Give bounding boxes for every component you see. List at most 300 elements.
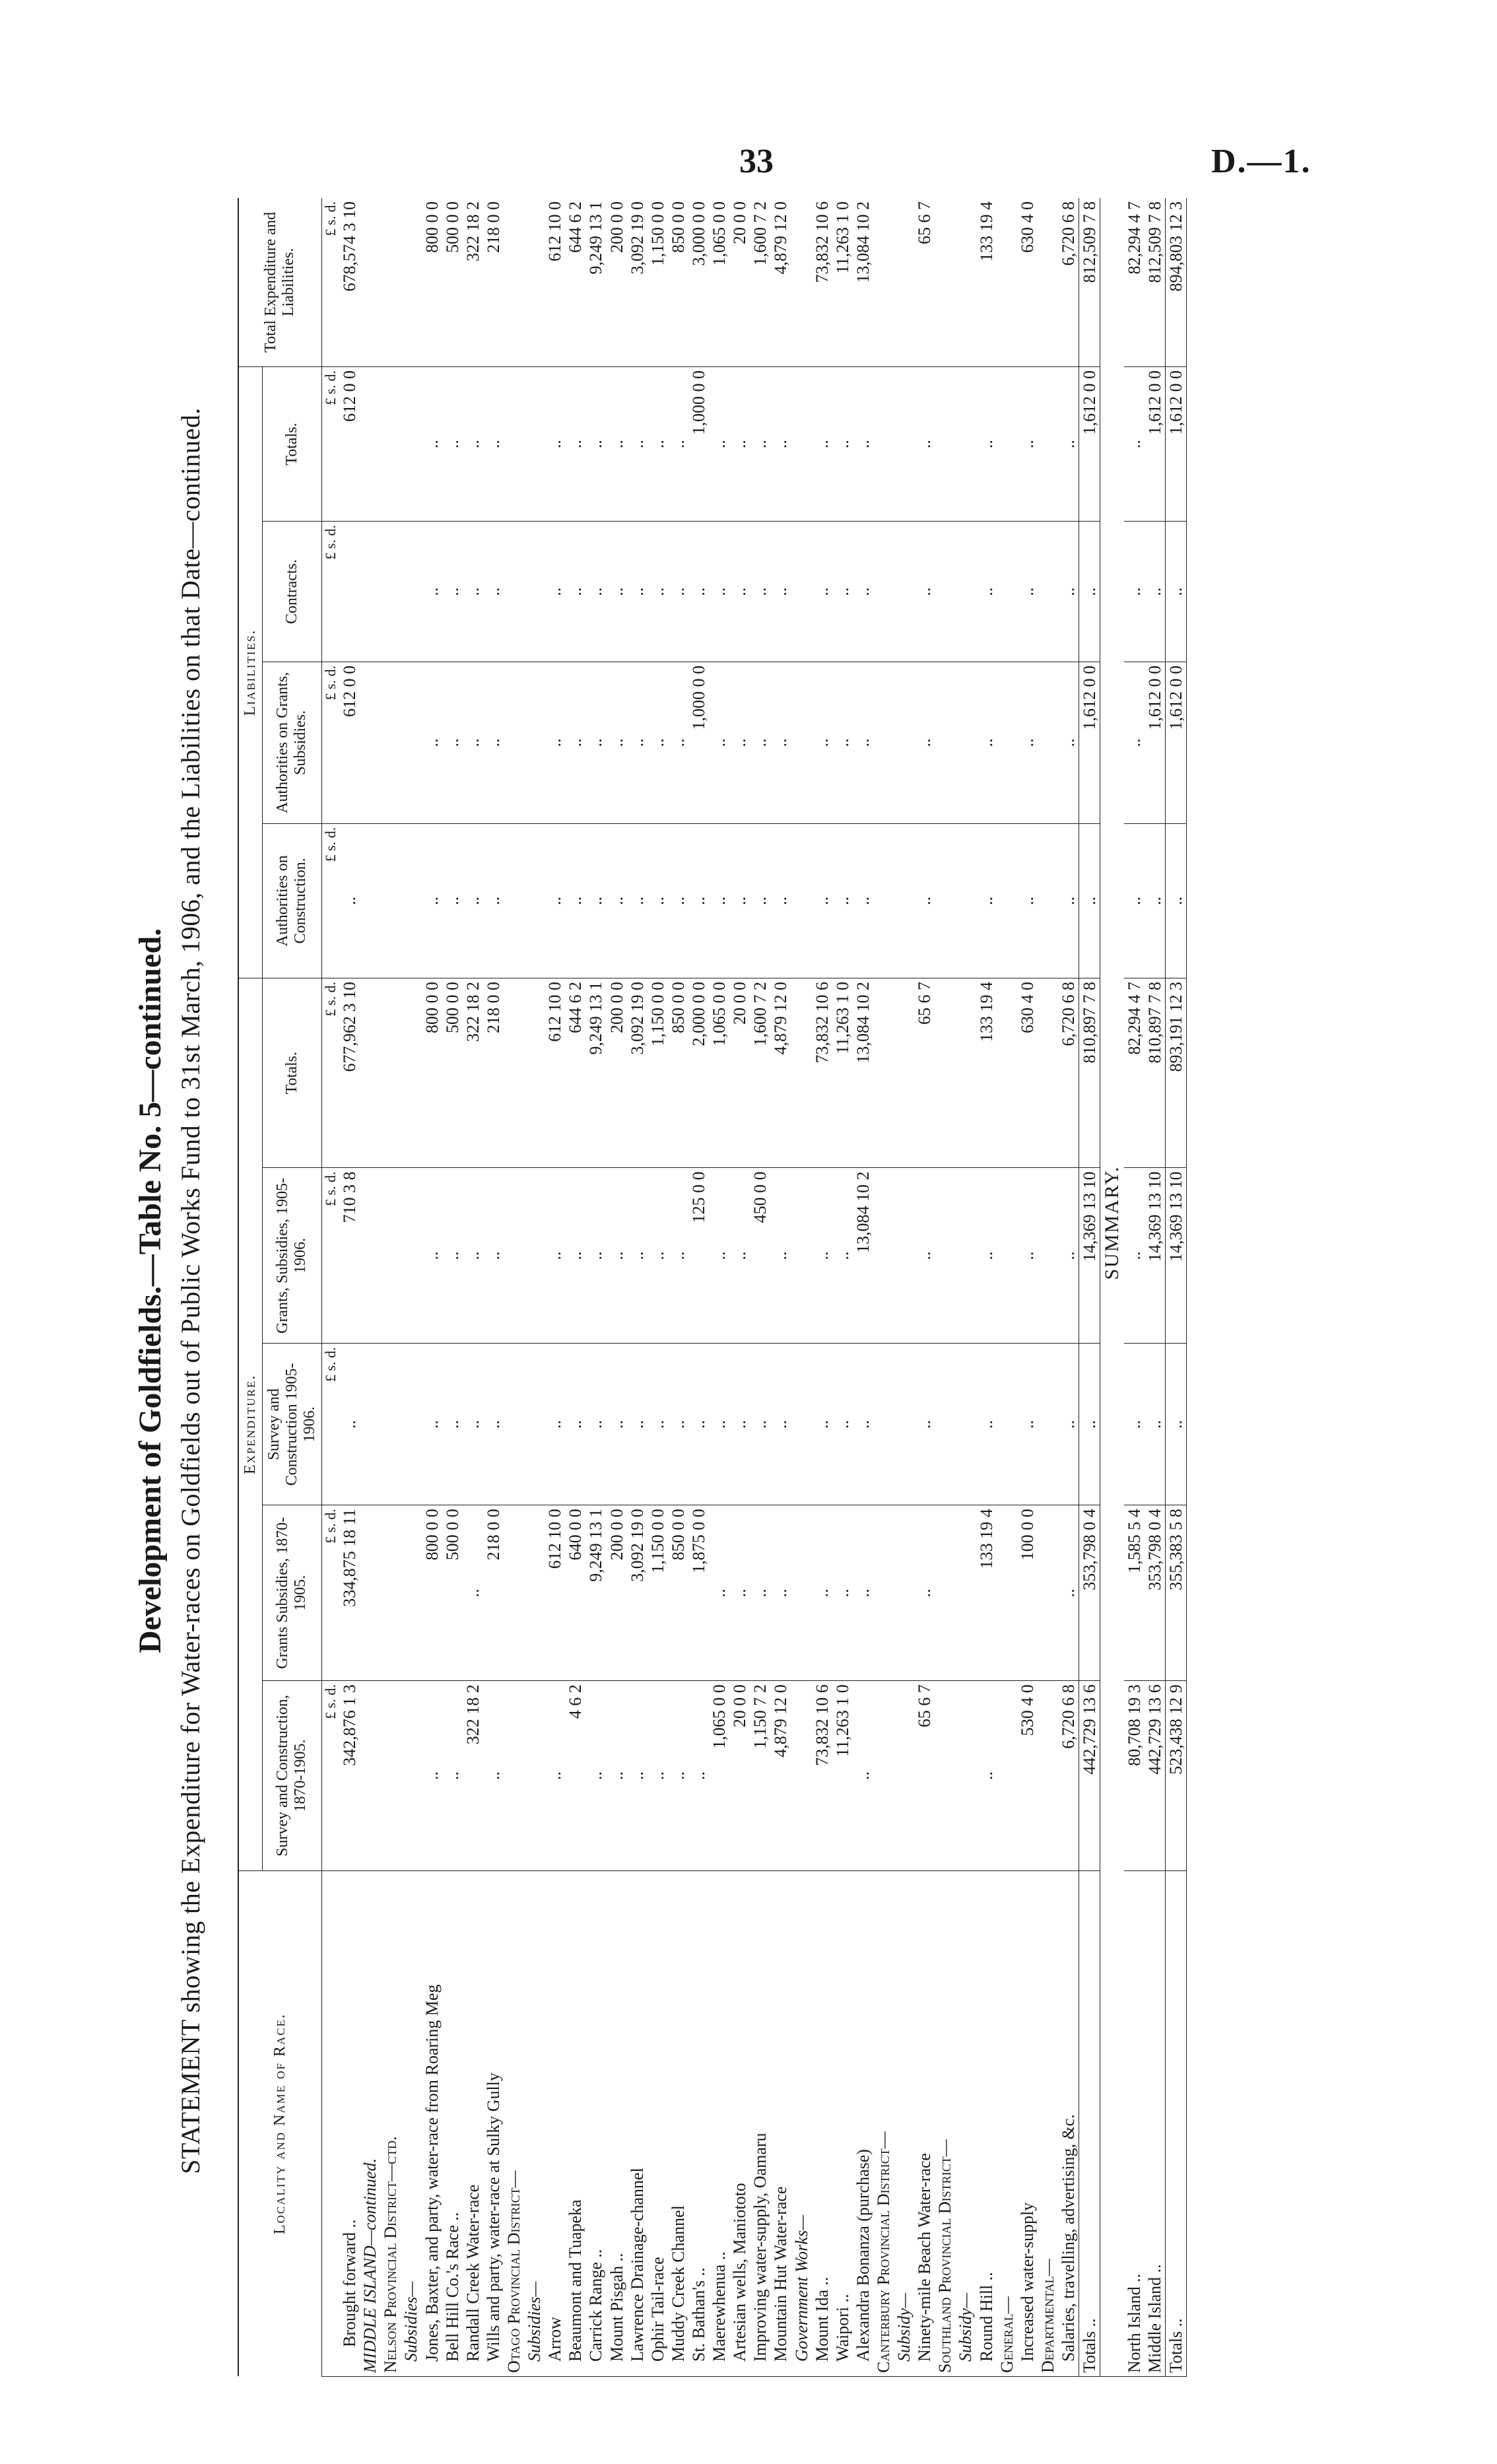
row-amount-cell: .. <box>483 522 504 662</box>
row-amount-cell: .. <box>853 1344 873 1505</box>
row-amount-cell <box>955 1681 976 1870</box>
row-amount-cell: .. <box>627 367 648 522</box>
table-row <box>668 198 688 2377</box>
row-amount-cell: .. <box>668 522 688 662</box>
row-amount-cell <box>955 1344 976 1505</box>
row-amount-cell: .. <box>914 522 935 662</box>
expenditure-totals-header: Totals. <box>262 978 321 1167</box>
row-amount-cell: .. <box>545 1168 565 1344</box>
row-amount-cell: 1,150 0 0 <box>648 978 668 1167</box>
row-amount-cell: 1,612 0 0 <box>1165 367 1186 522</box>
row-amount-cell: .. <box>1058 823 1079 978</box>
row-amount-cell: .. <box>853 1681 873 1870</box>
row-amount-cell <box>401 1344 421 1505</box>
row-amount-cell: 73,832 10 6 <box>812 198 832 367</box>
row-amount-cell: 810,897 7 8 <box>1079 978 1100 1167</box>
row-amount-cell <box>360 978 380 1167</box>
table-row <box>339 198 360 2377</box>
row-amount-cell <box>1038 1505 1058 1681</box>
row-amount-cell <box>1038 1681 1058 1870</box>
table-row <box>422 198 442 2377</box>
row-amount-cell: 3,000 0 0 <box>688 198 709 367</box>
row-amount-cell: .. <box>463 367 483 522</box>
row-amount-cell: .. <box>1017 662 1038 824</box>
row-amount-cell <box>504 522 524 662</box>
row-amount-cell <box>504 367 524 522</box>
row-amount-cell: .. <box>483 823 504 978</box>
row-amount-cell <box>955 662 976 824</box>
table-row <box>380 198 401 2377</box>
row-amount-cell: 133 19 4 <box>976 1505 997 1681</box>
row-amount-cell: 6,720 6 8 <box>1058 198 1079 367</box>
row-locality: Bell Hill Co.'s Race .. <box>442 1870 463 2376</box>
row-amount-cell <box>873 662 894 824</box>
row-amount-cell: .. <box>812 1168 832 1344</box>
row-amount-cell: 523,438 12 9 <box>1165 1681 1186 1870</box>
row-amount-cell <box>955 978 976 1167</box>
row-amount-cell: 1,150 7 2 <box>750 1681 770 1870</box>
row-amount-cell: .. <box>1124 522 1145 662</box>
row-amount-cell <box>873 1168 894 1344</box>
row-amount-cell: .. <box>668 823 688 978</box>
row-amount-cell: .. <box>627 662 648 824</box>
row-locality: Mountain Hut Water-race <box>770 1870 791 2376</box>
row-locality: Mount Ida .. <box>812 1870 832 2376</box>
row-locality: Muddy Creek Channel <box>668 1870 688 2376</box>
row-amount-cell: 125 0 0 <box>688 1168 709 1344</box>
row-amount-cell: .. <box>627 522 648 662</box>
row-amount-cell <box>873 823 894 978</box>
row-amount-cell: 4,879 12 0 <box>770 198 791 367</box>
row-amount-cell <box>504 1344 524 1505</box>
row-amount-cell: .. <box>1058 1344 1079 1505</box>
row-amount-cell: 11,263 1 0 <box>832 198 853 367</box>
row-amount-cell: .. <box>729 823 750 978</box>
row-amount-cell: .. <box>770 522 791 662</box>
row-amount-cell: 1,612 0 0 <box>1165 662 1186 824</box>
row-amount-cell: .. <box>607 522 627 662</box>
row-amount-cell: .. <box>422 662 442 824</box>
row-amount-cell: .. <box>648 1681 668 1870</box>
row-amount-cell <box>1038 662 1058 824</box>
row-amount-cell <box>791 978 812 1167</box>
row-amount-cell: 20 0 0 <box>729 1681 750 1870</box>
row-amount-cell <box>524 662 545 824</box>
row-amount-cell: 442,729 13 6 <box>1145 1681 1166 1870</box>
row-amount-cell <box>1038 823 1058 978</box>
row-amount-cell: .. <box>607 1344 627 1505</box>
units-cell: £ s. d. <box>321 1344 339 1505</box>
row-amount-cell <box>401 1168 421 1344</box>
row-amount-cell: .. <box>627 823 648 978</box>
row-amount-cell: 9,249 13 1 <box>585 978 606 1167</box>
row-amount-cell <box>380 823 401 978</box>
row-amount-cell: .. <box>627 1344 648 1505</box>
row-amount-cell <box>997 662 1017 824</box>
row-amount-cell: .. <box>422 1681 442 1870</box>
row-amount-cell: .. <box>976 662 997 824</box>
row-amount-cell: .. <box>442 522 463 662</box>
row-amount-cell: 73,832 10 6 <box>812 978 832 1167</box>
row-amount-cell <box>873 198 894 367</box>
row-amount-cell: .. <box>1058 662 1079 824</box>
row-amount-cell: 133 19 4 <box>976 198 997 367</box>
row-amount-cell: .. <box>832 1344 853 1505</box>
row-amount-cell <box>873 978 894 1167</box>
table-row <box>832 198 853 2377</box>
row-amount-cell <box>1038 367 1058 522</box>
row-amount-cell: .. <box>750 662 770 824</box>
row-amount-cell: .. <box>1058 1168 1079 1344</box>
row-amount-cell: 800 0 0 <box>422 978 442 1167</box>
row-amount-cell: .. <box>750 1344 770 1505</box>
row-amount-cell: 612 0 0 <box>339 367 360 522</box>
row-amount-cell: .. <box>483 1168 504 1344</box>
row-amount-cell: 1,612 0 0 <box>1079 367 1100 522</box>
row-amount-cell <box>894 1168 914 1344</box>
row-amount-cell <box>360 662 380 824</box>
row-amount-cell: .. <box>668 367 688 522</box>
row-amount-cell: .. <box>1017 1168 1038 1344</box>
units-cell: £ s. d. <box>321 1505 339 1681</box>
row-amount-cell: .. <box>648 1168 668 1344</box>
row-amount-cell: 1,600 7 2 <box>750 978 770 1167</box>
row-amount-cell: 500 0 0 <box>442 198 463 367</box>
row-amount-cell <box>935 198 955 367</box>
row-amount-cell: 612 10 0 <box>545 978 565 1167</box>
grand-total-header: Total Expenditure and Liabilities. <box>238 198 321 367</box>
row-amount-cell: .. <box>565 1168 585 1344</box>
table-subtitle: STATEMENT showing the Expenditure for Water-races on Goldfields out of Public Works Fund to 31st March, 1906, and the Liabilities on that Date—continued. <box>176 407 205 2174</box>
row-amount-cell <box>504 662 524 824</box>
liabilities-group-header: Liabilities. <box>238 367 262 978</box>
units-cell: £ s. d. <box>321 1168 339 1344</box>
table-row <box>585 198 606 2377</box>
row-locality: Wills and party, water-race at Sulky Gully <box>483 1870 504 2376</box>
row-amount-cell <box>360 1681 380 1870</box>
row-amount-cell <box>791 1344 812 1505</box>
units-cell: £ s. d. <box>321 823 339 978</box>
row-amount-cell: .. <box>648 662 668 824</box>
row-amount-cell: .. <box>648 367 668 522</box>
row-amount-cell <box>955 1168 976 1344</box>
row-amount-cell: 133 19 4 <box>976 978 997 1167</box>
table-row <box>360 198 380 2377</box>
row-amount-cell <box>894 1681 914 1870</box>
row-amount-cell <box>504 823 524 978</box>
row-amount-cell <box>894 1344 914 1505</box>
row-amount-cell: .. <box>648 522 668 662</box>
row-locality: MIDDLE ISLAND—continued. <box>360 1870 380 2376</box>
row-amount-cell <box>997 1505 1017 1681</box>
row-amount-cell: .. <box>607 662 627 824</box>
row-amount-cell <box>401 367 421 522</box>
row-amount-cell: .. <box>976 1168 997 1344</box>
row-amount-cell: 100 0 0 <box>1017 1505 1038 1681</box>
row-amount-cell: 612 10 0 <box>545 1505 565 1681</box>
row-amount-cell: 1,150 0 0 <box>648 1505 668 1681</box>
row-amount-cell <box>955 522 976 662</box>
row-amount-cell: 82,294 4 7 <box>1124 198 1145 367</box>
row-amount-cell: .. <box>442 1344 463 1505</box>
row-locality: Canterbury Provincial District— <box>873 1870 894 2376</box>
row-amount-cell: .. <box>442 1681 463 1870</box>
row-locality: Round Hill .. <box>976 1870 997 2376</box>
row-amount-cell: .. <box>585 1344 606 1505</box>
row-amount-cell: .. <box>463 522 483 662</box>
row-amount-cell <box>997 823 1017 978</box>
table-row <box>955 198 976 2377</box>
row-amount-cell: .. <box>545 522 565 662</box>
row-amount-cell: .. <box>565 823 585 978</box>
row-locality: Subsidy— <box>894 1870 914 2376</box>
row-amount-cell <box>935 1505 955 1681</box>
row-amount-cell: .. <box>770 823 791 978</box>
row-amount-cell: 710 3 8 <box>339 1168 360 1344</box>
row-locality: Subsidies— <box>401 1870 421 2376</box>
row-amount-cell: 810,897 7 8 <box>1145 978 1166 1167</box>
row-amount-cell: .. <box>709 1344 729 1505</box>
contracts-header: Contracts. <box>262 522 321 662</box>
row-amount-cell: .. <box>1079 823 1100 978</box>
row-amount-cell <box>360 1505 380 1681</box>
table-row <box>545 198 565 2377</box>
row-amount-cell: .. <box>812 367 832 522</box>
row-amount-cell <box>360 1168 380 1344</box>
row-amount-cell <box>380 198 401 367</box>
row-amount-cell: .. <box>1058 522 1079 662</box>
row-amount-cell <box>894 823 914 978</box>
row-amount-cell: 4 6 2 <box>565 1681 585 1870</box>
row-amount-cell: .. <box>1145 522 1166 662</box>
row-amount-cell <box>935 367 955 522</box>
grants-1870-header: Grants Subsidies, 1870-1905. <box>262 1505 321 1681</box>
row-locality: Waipori .. <box>832 1870 853 2376</box>
table-row <box>853 198 873 2377</box>
row-amount-cell <box>997 1344 1017 1505</box>
row-amount-cell <box>997 198 1017 367</box>
row-amount-cell <box>380 1344 401 1505</box>
row-amount-cell <box>504 978 524 1167</box>
row-amount-cell <box>504 1681 524 1870</box>
row-amount-cell: .. <box>812 662 832 824</box>
row-amount-cell: .. <box>1124 367 1145 522</box>
row-amount-cell: .. <box>976 1681 997 1870</box>
row-amount-cell: 612 10 0 <box>545 198 565 367</box>
row-amount-cell: 850 0 0 <box>668 1505 688 1681</box>
row-amount-cell <box>504 198 524 367</box>
row-amount-cell <box>997 367 1017 522</box>
row-amount-cell <box>935 978 955 1167</box>
row-amount-cell: .. <box>585 662 606 824</box>
row-amount-cell: .. <box>668 1344 688 1505</box>
row-amount-cell: .. <box>1017 367 1038 522</box>
row-locality: Southland Provincial District— <box>935 1870 955 2376</box>
row-amount-cell: 200 0 0 <box>607 978 627 1167</box>
expenditure-group-header: Expenditure. <box>238 978 262 1870</box>
row-amount-cell: 450 0 0 <box>750 1168 770 1344</box>
row-amount-cell: .. <box>565 662 585 824</box>
row-amount-cell: .. <box>709 1168 729 1344</box>
table-row <box>688 198 709 2377</box>
row-amount-cell: 1,600 7 2 <box>750 198 770 367</box>
row-amount-cell: .. <box>585 1168 606 1344</box>
row-amount-cell: 13,084 10 2 <box>853 1168 873 1344</box>
row-locality: Increased water-supply <box>1017 1870 1038 2376</box>
row-amount-cell <box>997 978 1017 1167</box>
row-amount-cell: 1,612 0 0 <box>1079 662 1100 824</box>
row-amount-cell: .. <box>607 367 627 522</box>
row-amount-cell: .. <box>463 1344 483 1505</box>
row-amount-cell: 11,263 1 0 <box>832 978 853 1167</box>
row-amount-cell: 9,249 13 1 <box>585 198 606 367</box>
row-amount-cell: 322 18 2 <box>463 978 483 1167</box>
row-amount-cell: .. <box>442 823 463 978</box>
row-amount-cell <box>524 823 545 978</box>
summary-label-row <box>1100 198 1124 2377</box>
row-amount-cell <box>935 522 955 662</box>
page-number: 33 <box>739 143 774 180</box>
row-amount-cell <box>360 367 380 522</box>
row-amount-cell: .. <box>688 1681 709 1870</box>
row-amount-cell: 894,803 12 3 <box>1165 198 1186 367</box>
summary-heading: SUMMARY. <box>1100 198 1124 2377</box>
row-amount-cell: .. <box>750 1505 770 1681</box>
row-amount-cell: .. <box>729 367 750 522</box>
row-amount-cell: 530 4 0 <box>1017 1681 1038 1870</box>
row-amount-cell: 218 0 0 <box>483 1505 504 1681</box>
row-amount-cell: .. <box>463 1505 483 1681</box>
row-amount-cell <box>524 1344 545 1505</box>
water-races-expenditure-table <box>238 198 1187 2377</box>
survey-1870-header: Survey and Construction, 1870-1905. <box>262 1681 321 1870</box>
table-row <box>483 198 504 2377</box>
row-amount-cell <box>1038 1168 1058 1344</box>
row-amount-cell: 13,084 10 2 <box>853 198 873 367</box>
row-amount-cell: .. <box>1017 823 1038 978</box>
row-amount-cell: .. <box>463 662 483 824</box>
row-amount-cell: .. <box>545 823 565 978</box>
row-amount-cell: 640 0 0 <box>565 1505 585 1681</box>
row-amount-cell: 200 0 0 <box>607 1505 627 1681</box>
row-amount-cell <box>894 522 914 662</box>
row-amount-cell: .. <box>565 522 585 662</box>
row-amount-cell <box>935 1681 955 1870</box>
row-locality: Jones, Baxter, and party, water-race from Roaring Meg <box>422 1870 442 2376</box>
table-row <box>935 198 955 2377</box>
row-amount-cell <box>997 1168 1017 1344</box>
row-amount-cell: .. <box>770 1168 791 1344</box>
row-amount-cell: .. <box>442 367 463 522</box>
row-amount-cell: .. <box>422 1168 442 1344</box>
table-row <box>894 198 914 2377</box>
row-amount-cell: .. <box>750 522 770 662</box>
row-amount-cell: .. <box>750 823 770 978</box>
row-amount-cell: 20 0 0 <box>729 978 750 1167</box>
units-cell: £ s. d. <box>321 662 339 824</box>
row-amount-cell: 322 18 2 <box>463 198 483 367</box>
row-amount-cell <box>524 522 545 662</box>
row-amount-cell: .. <box>812 522 832 662</box>
row-amount-cell: 800 0 0 <box>422 198 442 367</box>
row-amount-cell: .. <box>607 1168 627 1344</box>
row-amount-cell <box>524 367 545 522</box>
row-amount-cell <box>873 522 894 662</box>
row-amount-cell <box>524 198 545 367</box>
row-amount-cell <box>360 522 380 662</box>
row-amount-cell <box>401 1505 421 1681</box>
row-amount-cell: 200 0 0 <box>607 198 627 367</box>
grants-1905-header: Grants, Subsidies, 1905-1906. <box>262 1168 321 1344</box>
row-amount-cell: .. <box>483 1344 504 1505</box>
row-amount-cell <box>380 1168 401 1344</box>
table-row <box>1038 198 1058 2377</box>
row-amount-cell: 1,585 5 4 <box>1124 1505 1145 1681</box>
row-amount-cell <box>791 198 812 367</box>
row-locality: Improving water-supply, Oamaru <box>750 1870 770 2376</box>
row-amount-cell: .. <box>545 662 565 824</box>
table-row <box>709 198 729 2377</box>
row-amount-cell: 2,000 0 0 <box>688 978 709 1167</box>
row-amount-cell: .. <box>648 823 668 978</box>
row-amount-cell: .. <box>709 823 729 978</box>
row-amount-cell: 1,065 0 0 <box>709 1681 729 1870</box>
row-locality: Subsidies— <box>524 1870 545 2376</box>
row-amount-cell: .. <box>1124 1168 1145 1344</box>
row-amount-cell: 677,962 3 10 <box>339 978 360 1167</box>
row-amount-cell <box>935 1344 955 1505</box>
row-amount-cell: .. <box>853 1505 873 1681</box>
row-amount-cell: 500 0 0 <box>442 978 463 1167</box>
row-amount-cell <box>873 1505 894 1681</box>
row-amount-cell: .. <box>709 367 729 522</box>
row-amount-cell: .. <box>1124 1344 1145 1505</box>
row-amount-cell <box>380 367 401 522</box>
row-amount-cell: .. <box>853 367 873 522</box>
row-amount-cell: .. <box>648 1344 668 1505</box>
row-amount-cell: .. <box>976 522 997 662</box>
row-amount-cell: 334,875 18 11 <box>339 1505 360 1681</box>
totals-row <box>1079 198 1100 2377</box>
row-locality: Salaries, travelling, advertising, &c. <box>1058 1870 1079 2376</box>
row-amount-cell: 322 18 2 <box>463 1681 483 1870</box>
row-amount-cell: 20 0 0 <box>729 198 750 367</box>
row-amount-cell: 11,263 1 0 <box>832 1681 853 1870</box>
row-amount-cell: .. <box>709 522 729 662</box>
row-amount-cell: .. <box>483 367 504 522</box>
row-amount-cell: 1,000 0 0 <box>688 662 709 824</box>
row-amount-cell: .. <box>463 1168 483 1344</box>
row-amount-cell: 1,065 0 0 <box>709 198 729 367</box>
row-locality: Beaumont and Tuapeka <box>565 1870 585 2376</box>
row-amount-cell: .. <box>914 367 935 522</box>
row-amount-cell: .. <box>545 1344 565 1505</box>
row-amount-cell <box>873 1681 894 1870</box>
table-row <box>524 198 545 2377</box>
summary-totals-row <box>1165 198 1186 2377</box>
row-amount-cell <box>873 367 894 522</box>
row-amount-cell: 13,084 10 2 <box>853 978 873 1167</box>
row-amount-cell: 893,191 12 3 <box>1165 978 1186 1167</box>
row-amount-cell: .. <box>442 1168 463 1344</box>
row-amount-cell: 1,150 0 0 <box>648 198 668 367</box>
row-amount-cell: 1,875 0 0 <box>688 1505 709 1681</box>
row-locality: Alexandra Bonanza (purchase) <box>853 1870 873 2376</box>
row-amount-cell: .. <box>914 1168 935 1344</box>
row-amount-cell <box>791 823 812 978</box>
row-amount-cell: .. <box>832 367 853 522</box>
row-amount-cell: .. <box>914 823 935 978</box>
